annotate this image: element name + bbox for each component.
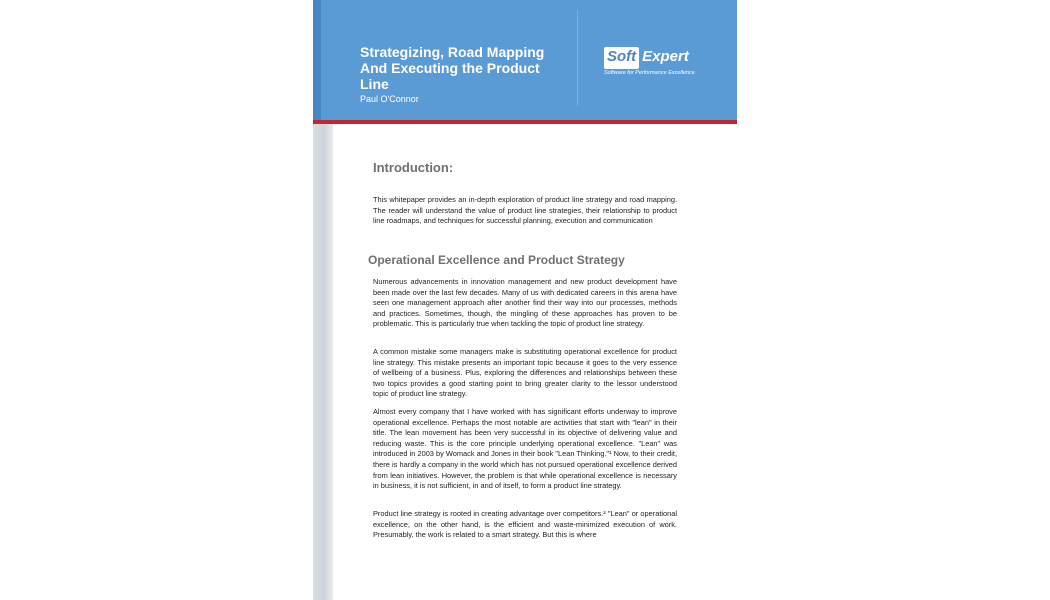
intro-heading: Introduction: bbox=[373, 160, 454, 175]
softexpert-logo bbox=[604, 47, 716, 81]
intro-paragraph: This whitepaper provides an in-depth exploration of product line strategy and road mapping. The reader will understand the value of product line strategies, their relationship to product line roadmaps, and techniques for successful planning, execution and communication bbox=[373, 195, 677, 226]
body-paragraph-4: Product line strategy is rooted in creating advantage over competitors.² "Lean" or operational excellence, on the other hand, is the efficient and waste-minimized execution of work. Presumably, the work is related to a smart strategy. But this is where bbox=[373, 509, 677, 540]
body-paragraph-3: Almost every company that I have worked with has significant efforts underway to improve operational excellence. Perhaps the most notable are activities that start with "lean" in their title. The lean movement has been very successful in its objective of delivering value and reducing waste. This is the core principle underlying operational excellence. "Lean" was introduced in 2003 by Womack and Jones in their book "Lean Thinking."¹ Now, to their credit, there is hardly a company in the world which has not pursued operational excellence derived from lean initiatives. However, the problem is that while operational excellence is necessary in business, it is not sufficient, in and of itself, to form a product line strategy. bbox=[373, 407, 677, 491]
header-divider bbox=[577, 10, 578, 106]
body-paragraph-2: A common mistake some managers make is substituting operational excellence for product line strategy. This mistake presents an important topic because it goes to the very essence of wellbeing of a business. Plus, exploring the differences and relationships between these two topics provides a good starting point to bring greater clarity to the lessor understood topic of product line strategy. bbox=[373, 347, 677, 399]
body-paragraph-1: Numerous advancements in innovation management and new product development have been made over the last few decades. Many of us with dedicated careers in this arena have seen one management approach after another find their way into our processes, methods and practices. Sometimes, though, the mingling of these approaches has proven to be problematic. This is particularly true when tackling the topic of product line strategy. bbox=[373, 277, 677, 329]
document-title: Strategizing, Road Mapping And Executing the Product Line bbox=[360, 44, 545, 92]
logo-expert-text: Expert bbox=[642, 48, 689, 65]
document-author: Paul O'Connor bbox=[360, 94, 419, 104]
header-red-rule bbox=[313, 120, 737, 124]
section-heading: Operational Excellence and Product Strategy bbox=[368, 253, 625, 267]
logo-tagline: Software for Performance Excellence bbox=[604, 70, 695, 76]
page-spine-top bbox=[313, 0, 321, 122]
logo-soft-text: Soft bbox=[604, 47, 639, 69]
page-spine bbox=[313, 124, 333, 600]
